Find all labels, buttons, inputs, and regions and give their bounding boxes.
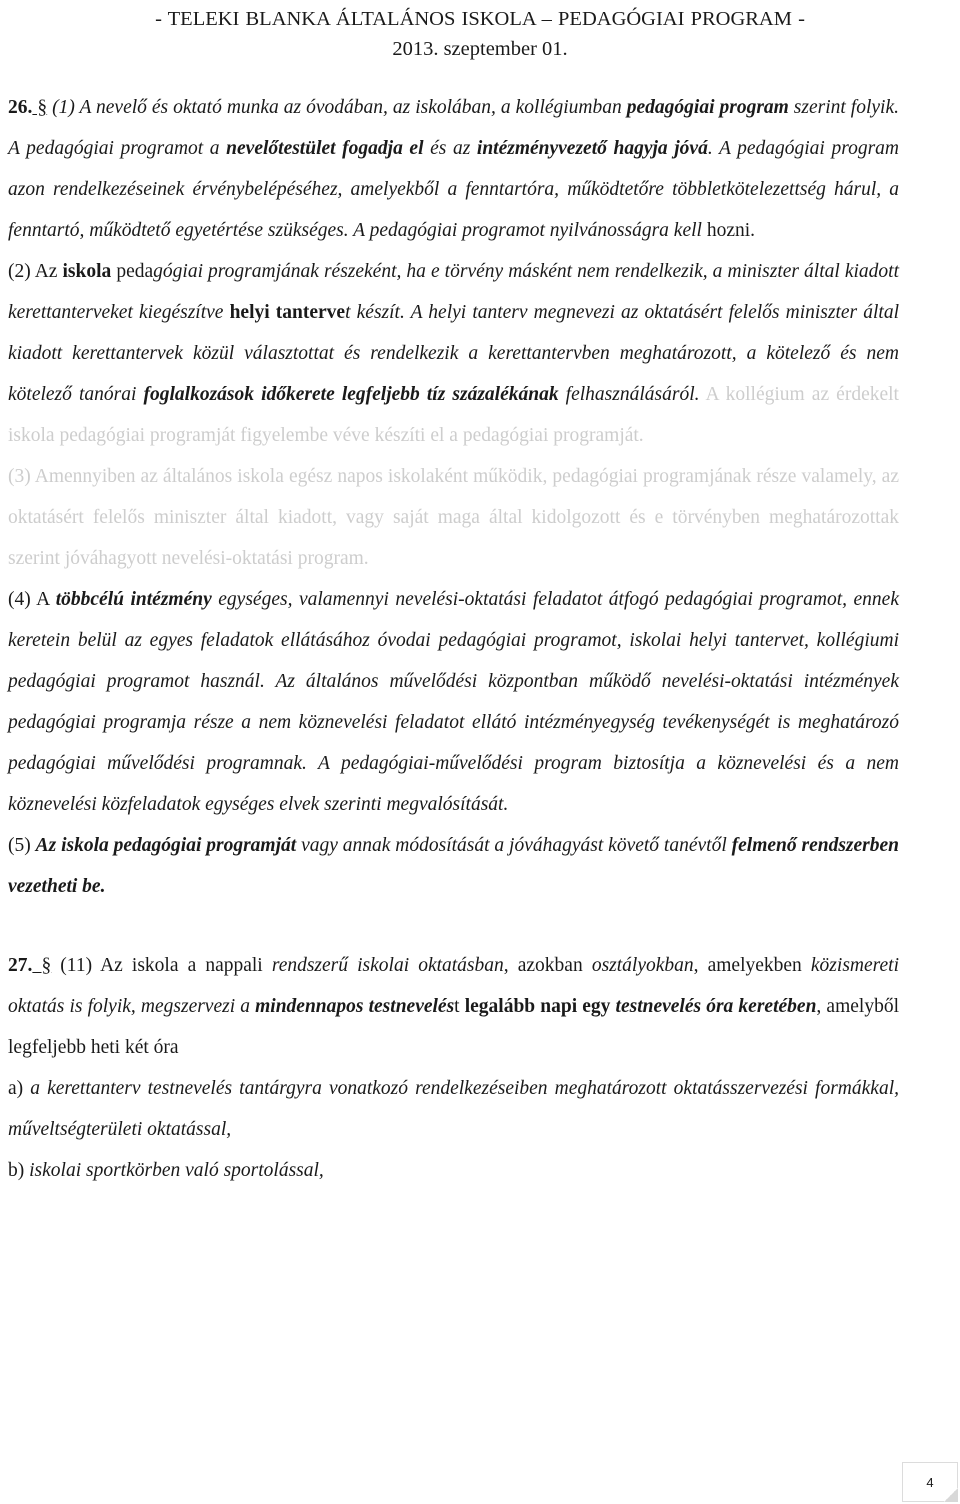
header-title: - TELEKI BLANKA ÁLTALÁNOS ISKOLA – PEDAGÓGIAI PROGRAM - bbox=[155, 8, 805, 30]
list-item-b: b) iskolai sportkörben való sportolással, bbox=[8, 1160, 324, 1181]
section-number: 26. bbox=[8, 97, 33, 118]
list-item-a: a) a kerettanterv testnevelés tantárgyra vonatkozó rendelkezéseiben meghatározott oktatásszervezési formákkal, műveltségterületi oktatással, bbox=[8, 1078, 899, 1140]
paragraph-26-1: 26. § (1) A nevelő és oktató munka az óvodában, az iskolában, a kollégiumban pedagógiai program szerint folyik. A pedagógiai programot a nevelőtestület fogadja el és az intézményvezető hagyja jóvá. A pedagógiai program azon rendelkezéseinek érvénybelépéséhez, amelyekből a fenntartóra, működtetőre többletkötelezettség hárul, a fenntartó, működtető egyetértése szükséges. A pedagógiai programot nyilvánosságra kell hozni. bbox=[8, 97, 899, 241]
header-date: 2013. szeptember 01. bbox=[392, 38, 568, 60]
page-number: 4 bbox=[902, 1462, 958, 1502]
spacer bbox=[8, 907, 899, 945]
section-sign: § bbox=[32, 97, 48, 118]
section-sign: § bbox=[32, 955, 52, 976]
document-body bbox=[8, 87, 899, 1191]
section-number: 27. bbox=[8, 955, 33, 976]
document-header bbox=[0, 4, 960, 64]
paragraph-26-5: (5) Az iskola pedagógiai programját vagy annak módosítását a jóváhagyást követő tanévtől felmenő rendszerben vezetheti be. bbox=[8, 835, 899, 897]
paragraph-27-11: 27. § (11) Az iskola a nappali rendszerű iskolai oktatásban, azokban osztályokban, amelyekben közismereti oktatás is folyik, megszervezi a mindennapos testnevelést legalább napi egy testnevelés óra keretében, amelyből legfeljebb heti két óra bbox=[8, 955, 899, 1058]
paragraph-26-3: (3) Amennyiben az általános iskola egész napos iskolaként működik, pedagógiai programjának része valamely, az oktatásért felelős miniszter által kiadott, vagy saját maga által kidolgozott és e törvényben meghatározottak szerint jóváhagyott nevelési-oktatási program. bbox=[8, 466, 899, 569]
paragraph-26-4: (4) A többcélú intézmény egységes, valamennyi nevelési-oktatási feladatot átfogó pedagógiai programot, ennek keretein belül az egyes feladatok ellátásához óvodai pedagógiai programot, iskolai helyi tantervet, kollégiumi pedagógiai programot használ. Az általános művelődési központban működő nevelési-oktatási intézmények pedagógiai programja része a nem köznevelési feladatot ellátó intézményegység tevékenységét is meghatározó pedagógiai művelődési programnak. A pedagógiai-művelődési program biztosítja a köznevelési és a nem köznevelési közfeladatok egységes elvek szerinti megvalósítását. bbox=[8, 589, 899, 815]
faded-text: A kollégium az érdekelt iskola pedagógiai programját figyelembe véve készíti el a pedagógiai programját. bbox=[8, 384, 899, 446]
paragraph-26-2: (2) Az iskola pedagógiai programjának részeként, ha e törvény másként nem rendelkezik, a miniszter által kiadott kerettanterveket kiegészítve helyi tantervet készít. A helyi tanterv megnevezi az oktatásért felelős miniszter által kiadott kerettantervek közül választottat és rendelkezik a kerettantervben meghatározott, a kötelező és nem kötelező tanórai foglalkozások időkerete legfeljebb tíz százalékának felhasználásáról. A kollégium az érdekelt iskola pedagógiai programját figyelembe véve készíti el a pedagógiai programját. bbox=[8, 261, 899, 446]
